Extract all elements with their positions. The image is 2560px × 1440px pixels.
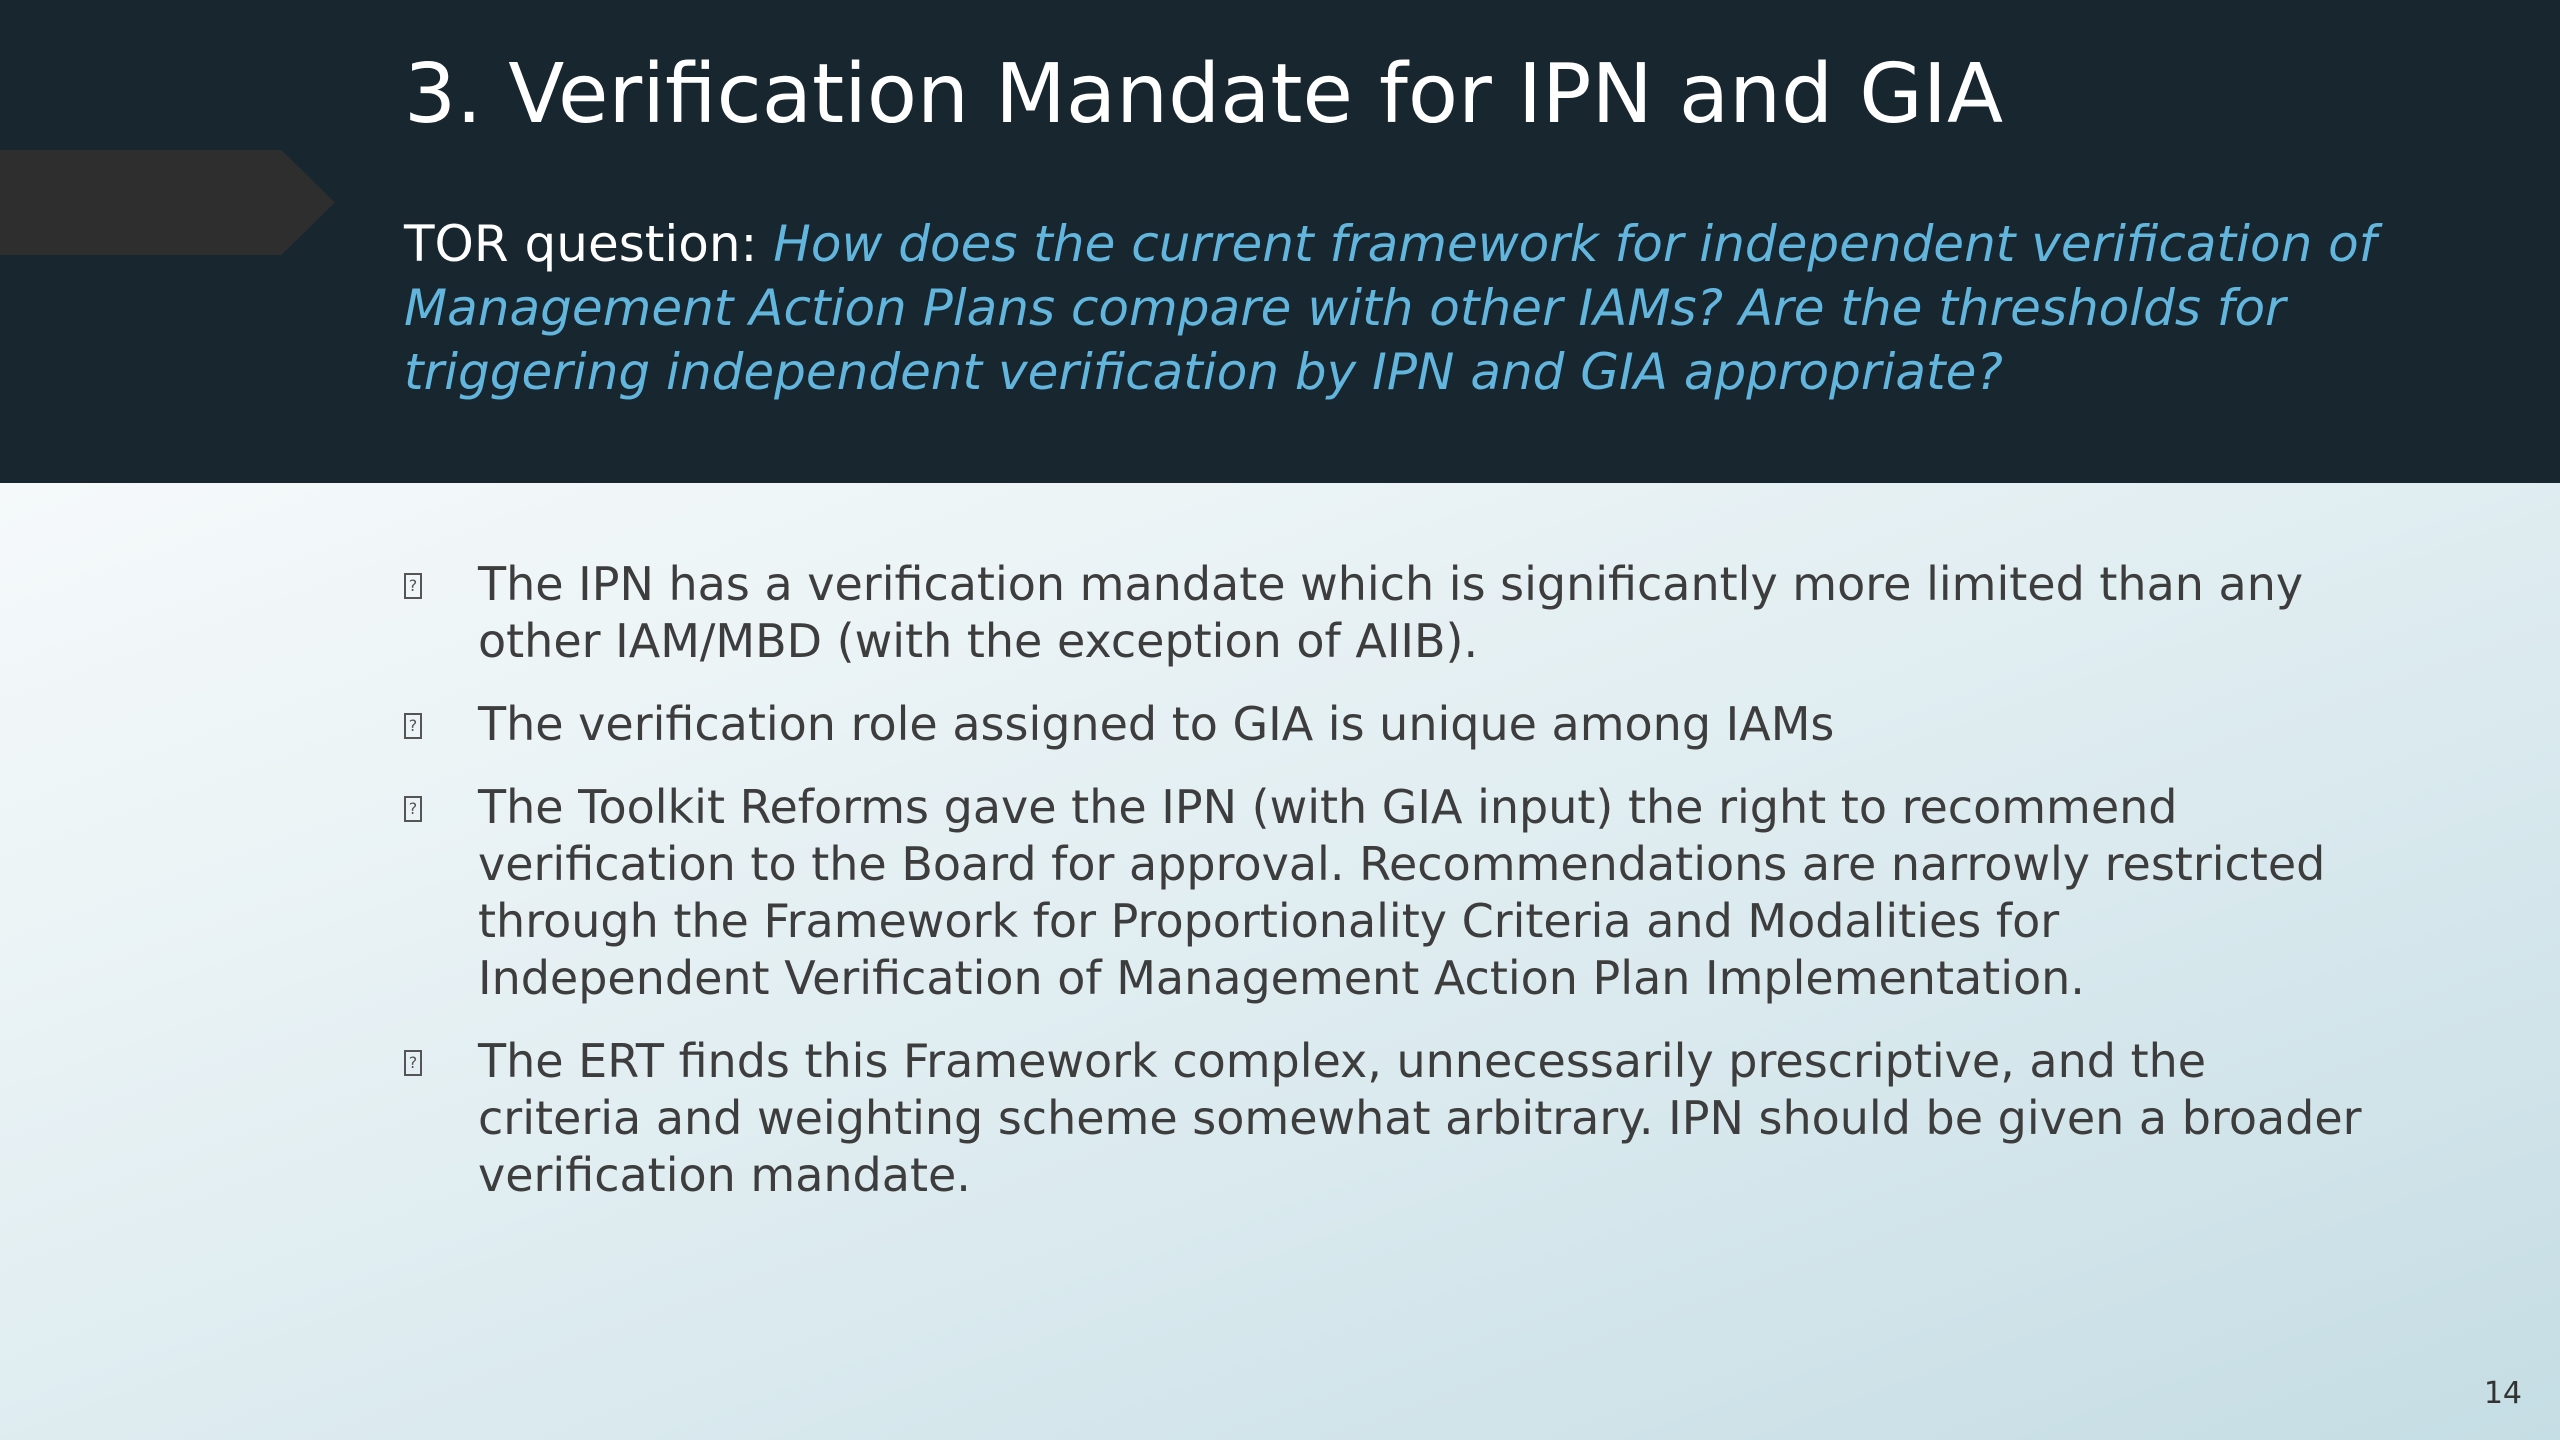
missing-glyph-bullet-icon: ? xyxy=(404,796,422,822)
page-number: 14 xyxy=(2483,1376,2522,1411)
bullet-item xyxy=(404,1033,2364,1204)
tor-label: TOR question: xyxy=(404,215,774,273)
slide-title: 3. Verification Mandate for IPN and GIA xyxy=(404,47,2004,142)
bullet-list xyxy=(404,556,2364,1230)
bullet-item xyxy=(404,779,2364,1007)
bullet-text: The Toolkit Reforms gave the IPN (with GIA input) the right to recommend verification to the Board for approval. Recommendations are narrowly restricted through the Framework for Proportionality Criteria and Modalities for Independent Verification of Management Action Plan Implementation. xyxy=(478,780,2326,1005)
bullet-text: The verification role assigned to GIA is unique among IAMs xyxy=(478,697,1835,751)
bullet-item xyxy=(404,696,2364,753)
slide-header xyxy=(0,0,2560,483)
missing-glyph-bullet-icon: ? xyxy=(404,573,422,599)
tor-question-text: How does the current framework for independent verification of Management Action Plans compare with other IAMs? Are the thresholds for triggering independent verification by IPN and GIA appropriate? xyxy=(404,215,2377,401)
missing-glyph-bullet-icon: ? xyxy=(404,1050,422,1076)
bullet-text: The ERT finds this Framework complex, unnecessarily prescriptive, and the criteria and weighting scheme somewhat arbitrary. IPN should be given a broader verification mandate. xyxy=(478,1034,2362,1202)
bullet-text: The IPN has a verification mandate which is significantly more limited than any other IAM/MBD (with the exception of AIIB). xyxy=(478,557,2304,668)
missing-glyph-bullet-icon: ? xyxy=(404,713,422,739)
tor-question-paragraph xyxy=(404,212,2464,404)
bullet-item xyxy=(404,556,2364,670)
decorative-arrow-shape xyxy=(0,150,335,255)
